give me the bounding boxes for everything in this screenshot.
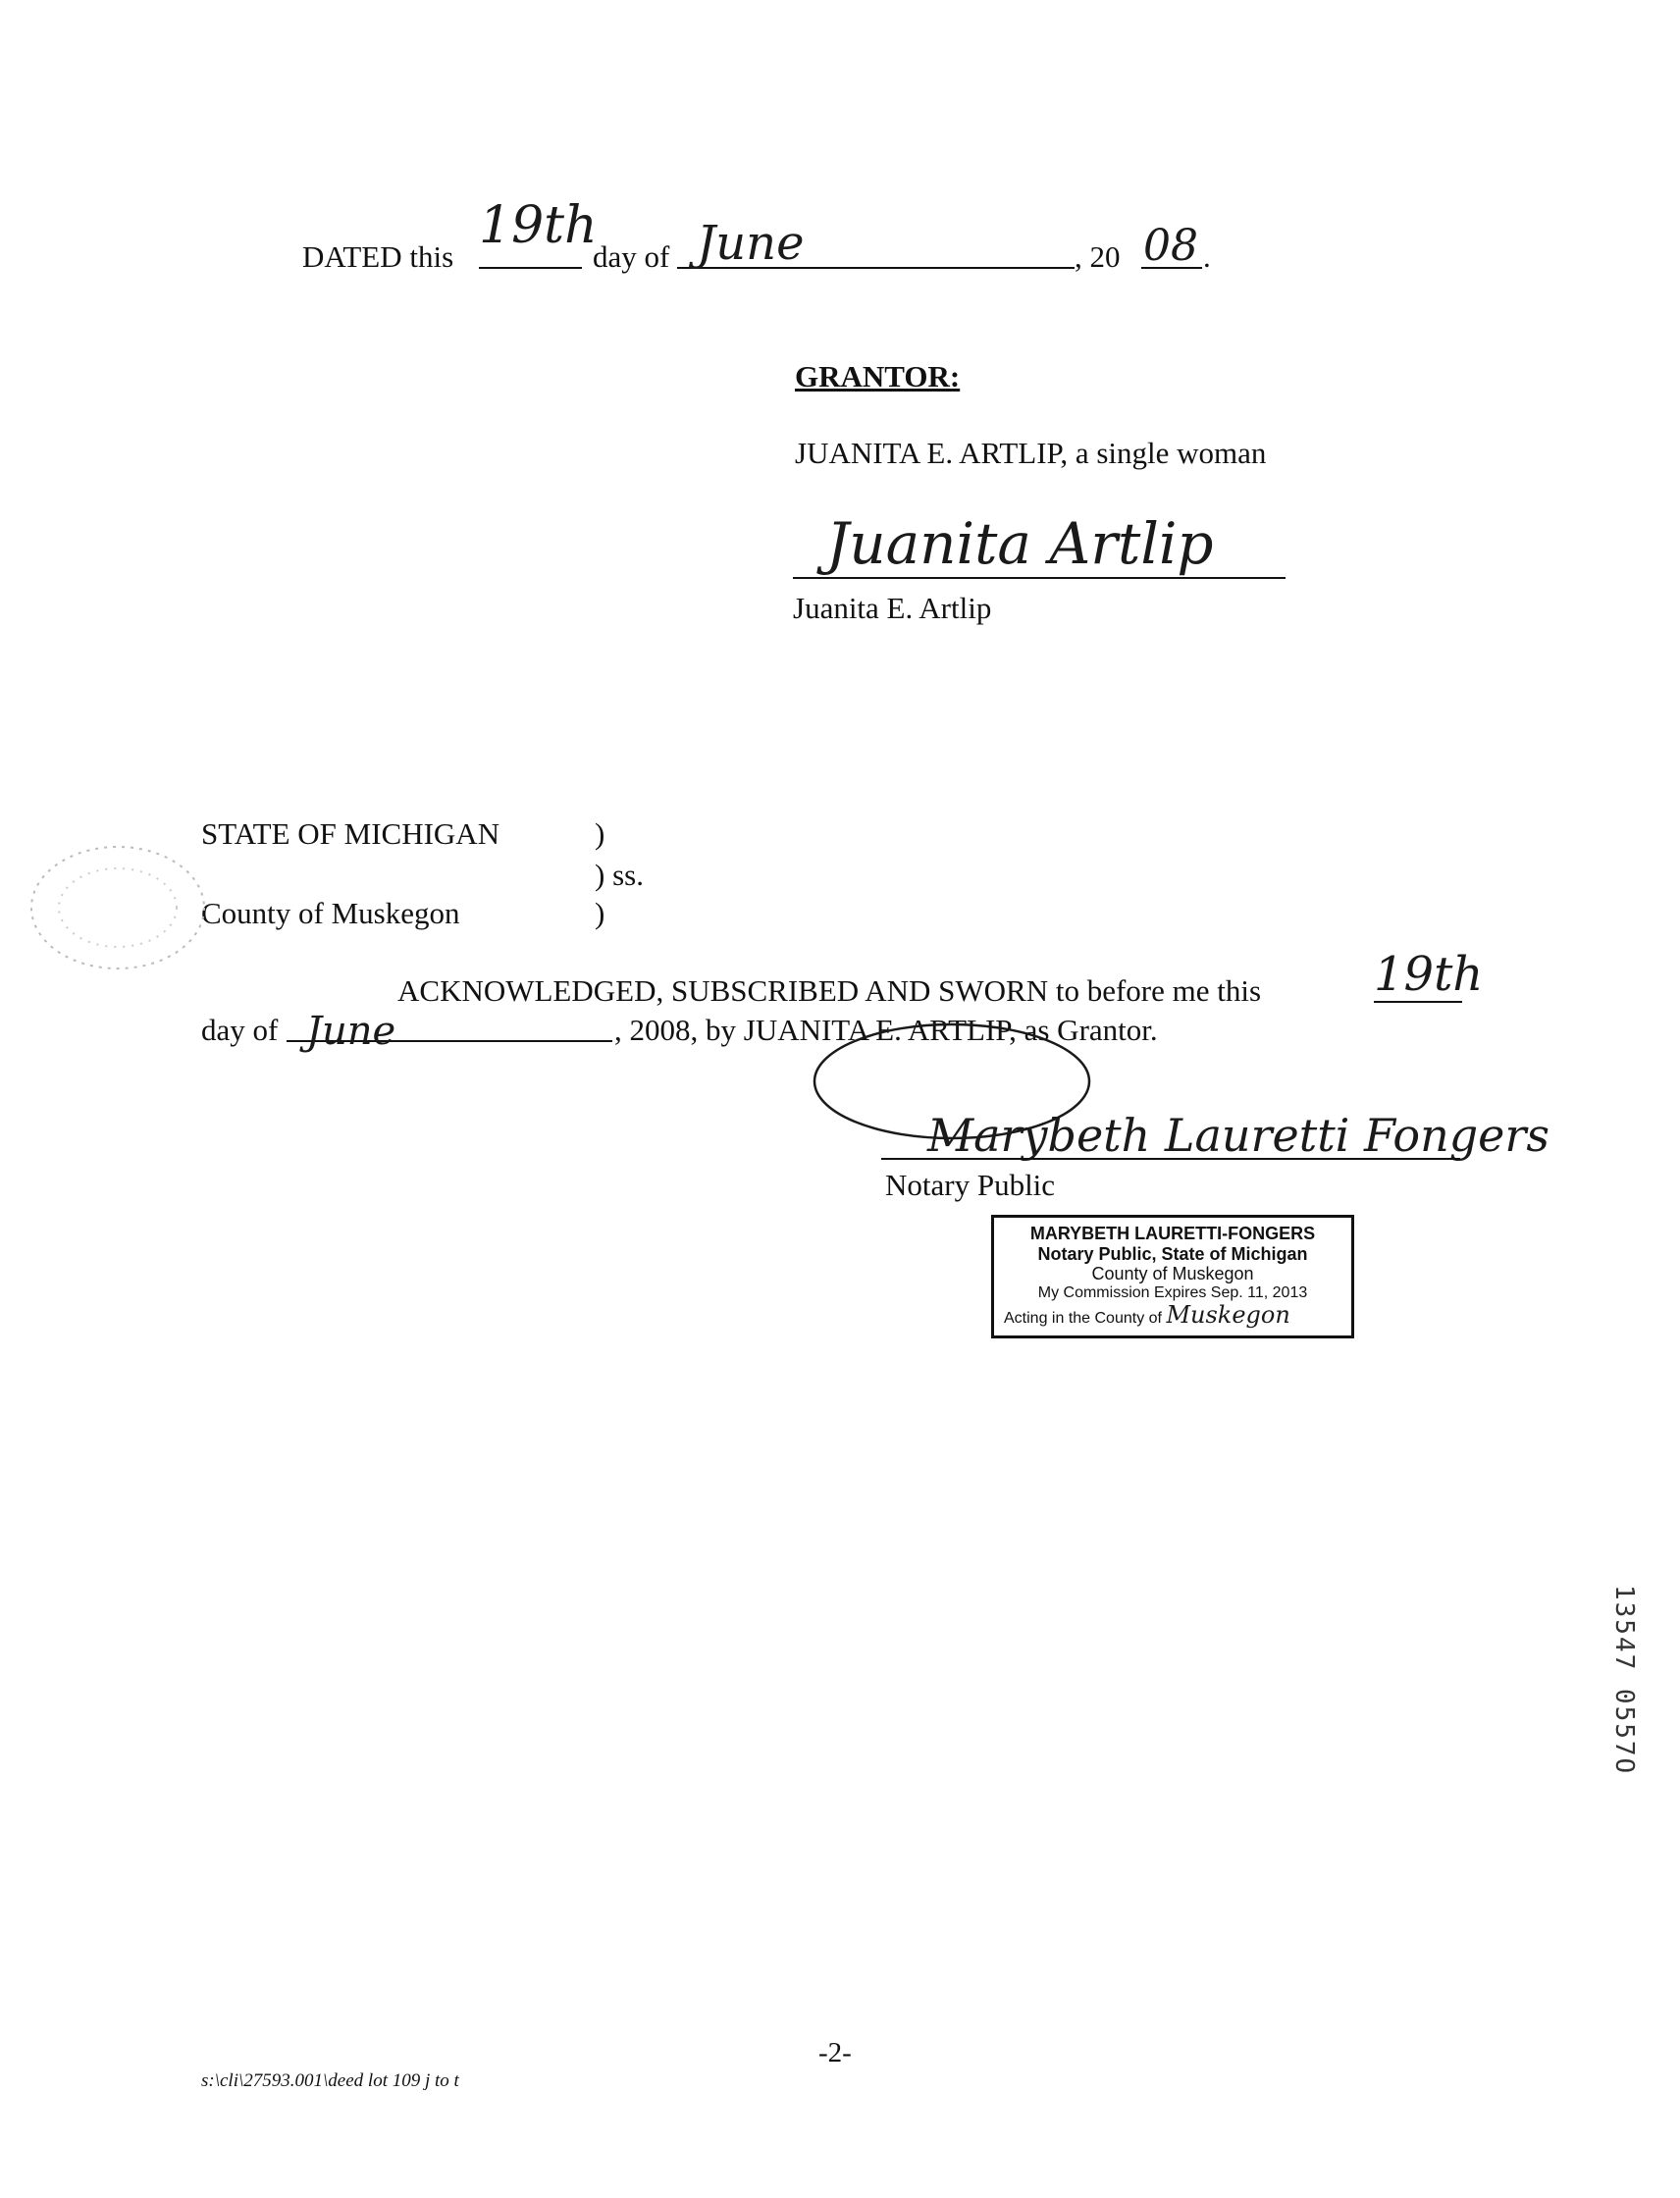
stamp-acting-county: Muskegon bbox=[1166, 1301, 1290, 1330]
notary-title: Notary Public bbox=[885, 1168, 1056, 1202]
date-middle: day of bbox=[593, 239, 670, 274]
venue-state: STATE OF MICHIGAN bbox=[201, 816, 500, 851]
date-prefix: DATED this bbox=[302, 239, 454, 274]
venue-ss: ) ss. bbox=[595, 858, 644, 892]
stamp-line-state: Notary Public, State of Michigan bbox=[1037, 1243, 1308, 1264]
ack-handwritten-day: 19th bbox=[1374, 947, 1484, 1002]
grantor-signature: Juanita Artlip bbox=[826, 510, 1214, 577]
notary-stamp bbox=[991, 1215, 1354, 1338]
handwritten-year: 08 bbox=[1143, 221, 1198, 271]
notary-signature: Marybeth Lauretti Fongers bbox=[927, 1109, 1550, 1162]
grantor-name-line: JUANITA E. ARTLIP, a single woman bbox=[795, 436, 1267, 470]
stamp-line-name: MARYBETH LAURETTI-FONGERS bbox=[1029, 1224, 1316, 1243]
stamp-line-county: County of Muskegon bbox=[1091, 1264, 1254, 1284]
grantor-printed-name: Juanita E. Artlip bbox=[793, 591, 992, 625]
stamp-line-commission: My Commission Expires Sep. 11, 2013 bbox=[1037, 1284, 1308, 1302]
signature-line bbox=[793, 577, 1286, 579]
file-path-footer: s:\cli\27593.001\deed lot 109 j to t bbox=[201, 2070, 459, 2091]
day-blank bbox=[479, 267, 582, 269]
ack-line1: ACKNOWLEDGED, SUBSCRIBED AND SWORN to before me this bbox=[397, 973, 1262, 1008]
stamp-line-acting bbox=[994, 1302, 1351, 1330]
ack-day-of: day of bbox=[201, 1013, 279, 1047]
date-end: . bbox=[1203, 239, 1211, 274]
stamp-acting-label: Acting in the County of bbox=[1004, 1310, 1162, 1328]
venue-paren-1: ) bbox=[595, 816, 605, 851]
page-number: -2- bbox=[818, 2037, 852, 2068]
venue-paren-2: ) bbox=[595, 896, 605, 930]
handwritten-month: June bbox=[697, 216, 805, 271]
handwritten-day: 19th bbox=[479, 196, 598, 255]
notary-signature-line bbox=[881, 1158, 1460, 1160]
ack-handwritten-month: June bbox=[306, 1009, 396, 1054]
ack-line2: , 2008, by JUANITA E. ARTLIP, as Grantor. bbox=[614, 1013, 1158, 1047]
year-prefix: , 20 bbox=[1075, 239, 1121, 274]
venue-county: County of Muskegon bbox=[201, 896, 460, 930]
grantor-heading: GRANTOR: bbox=[795, 359, 961, 393]
recording-number: 13547 0557O bbox=[1609, 1585, 1639, 1776]
faint-seal-impression bbox=[20, 834, 216, 981]
